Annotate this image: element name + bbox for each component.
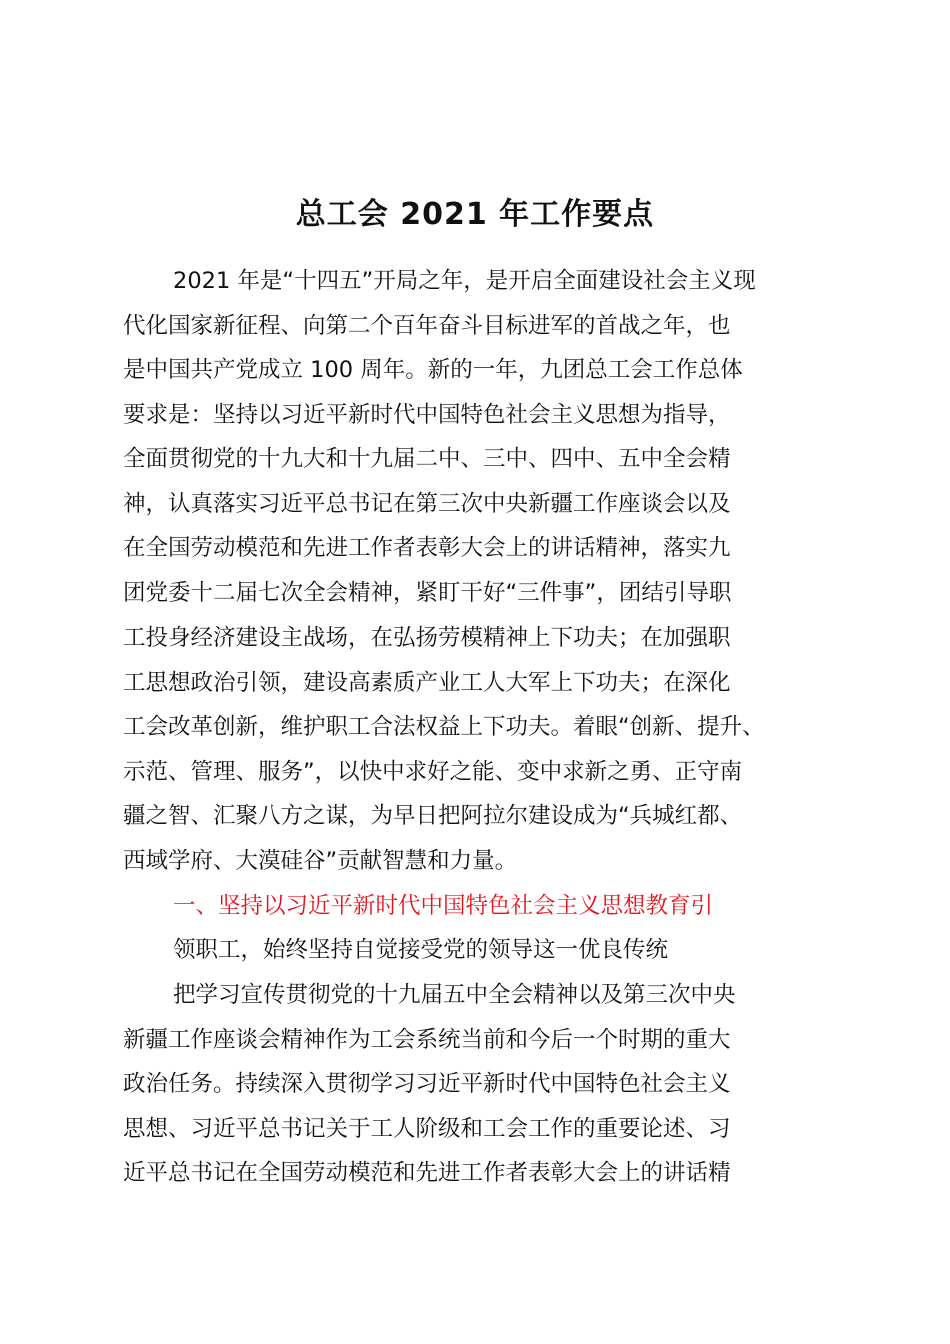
paragraph-line: 政治任务。持续深入贯彻学习习近平新时代中国特色社会主义 xyxy=(123,1071,731,1097)
paragraph-line: 思想、习近平总书记关于工人阶级和工会工作的重要论述、习 xyxy=(123,1116,731,1142)
paragraph-line: 要求是：坚持以习近平新时代中国特色社会主义思想为指导， xyxy=(123,402,731,428)
paragraph-line: 新疆工作座谈会精神作为工会系统当前和今后一个时期的重大 xyxy=(123,1027,731,1053)
paragraph-line: 把学习宣传贯彻党的十九届五中全会精神以及第三次中央 xyxy=(173,982,736,1008)
paragraph-line: 2021 年是“十四五”开局之年，是开启全面建设社会主义现 xyxy=(173,268,756,294)
paragraph-line: 是中国共产党成立 100 周年。新的一年，九团总工会工作总体 xyxy=(123,357,743,383)
paragraph-line: 近平总书记在全国劳动模范和先进工作者表彰大会上的讲话精 xyxy=(123,1160,731,1186)
paragraph-line: 工投身经济建设主战场，在弘扬劳模精神上下功夫；在加强职 xyxy=(123,625,731,651)
paragraph-line: 代化国家新征程、向第二个百年奋斗目标进军的首战之年，也 xyxy=(123,313,731,339)
paragraph-line: 工思想政治引领，建设高素质产业工人大军上下功夫；在深化 xyxy=(123,670,731,696)
paragraph-line: 神，认真落实习近平总书记在第三次中央新疆工作座谈会以及 xyxy=(123,491,731,517)
section-1-heading-continuation: 领职工，始终坚持自觉接受党的领导这一优良传统 xyxy=(173,937,669,963)
paragraph-line: 在全国劳动模范和先进工作者表彰大会上的讲话精神，落实九 xyxy=(123,535,731,561)
section-1-heading: 一、坚持以习近平新时代中国特色社会主义思想教育引 xyxy=(173,893,714,919)
paragraph-line: 团党委十二届七次全会精神，紧盯干好“三件事”，团结引导职 xyxy=(123,580,732,606)
paragraph-line: 工会改革创新，维护职工合法权益上下功夫。着眼“创新、提升、 xyxy=(123,714,765,740)
document-title: 总工会 2021 年工作要点 xyxy=(295,197,655,232)
paragraph-line: 示范、管理、服务”，以快中求好之能、变中求新之勇、正守南 xyxy=(123,759,743,785)
paragraph-line: 西域学府、大漠硅谷”贡献智慧和力量。 xyxy=(123,848,518,874)
paragraph-line: 疆之智、汇聚八方之谋，为早日把阿拉尔建设成为“兵城红都、 xyxy=(123,803,743,829)
paragraph-line: 全面贯彻党的十九大和十九届二中、三中、四中、五中全会精 xyxy=(123,446,731,472)
